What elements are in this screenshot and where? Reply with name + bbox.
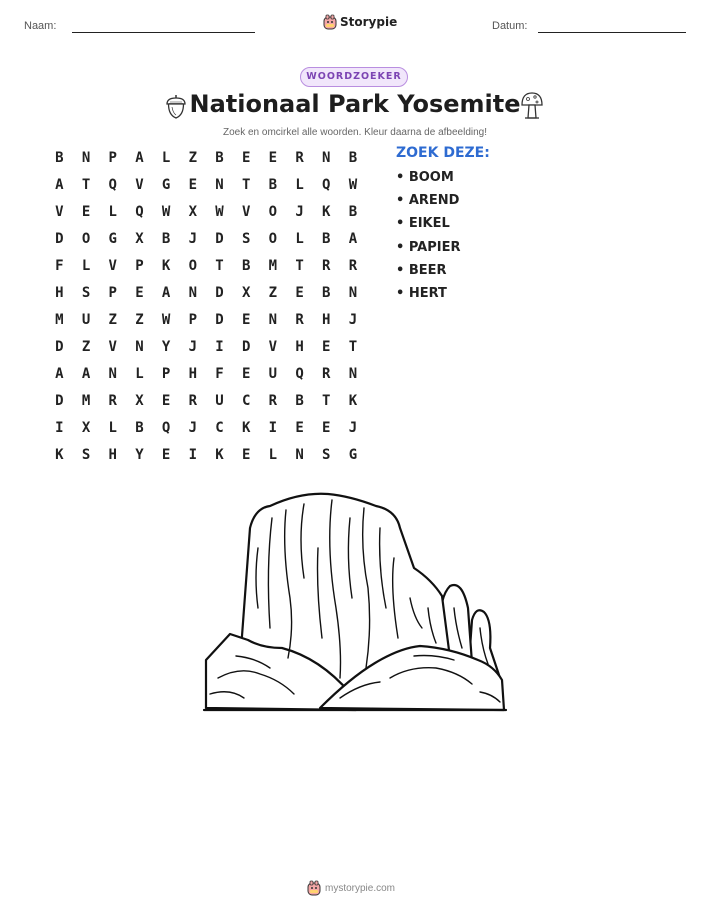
grid-cell[interactable]: O — [268, 203, 278, 220]
grid-cell[interactable]: T — [295, 257, 304, 274]
grid-cell[interactable]: Q — [161, 419, 171, 436]
grid-cell[interactable]: S — [322, 446, 331, 463]
grid-cell[interactable]: E — [135, 284, 144, 301]
grid-cell[interactable]: J — [295, 203, 304, 220]
grid-cell[interactable]: P — [161, 365, 171, 382]
grid-row — [46, 441, 366, 468]
grid-cell[interactable]: H — [108, 446, 117, 463]
grid-row — [46, 414, 366, 441]
mushroom-icon — [520, 91, 544, 121]
half-dome-mountain[interactable] — [200, 488, 510, 718]
grid-cell[interactable]: F — [55, 257, 64, 274]
grid-cell[interactable]: X — [241, 284, 251, 301]
grid-cell[interactable]: R — [322, 365, 331, 382]
grid-cell[interactable]: J — [188, 230, 197, 247]
grid-cell[interactable]: J — [188, 419, 197, 436]
grid-cell[interactable]: H — [295, 338, 304, 355]
grid-row — [46, 360, 366, 387]
grid-cell[interactable]: V — [108, 257, 117, 274]
grid-cell[interactable]: R — [268, 392, 278, 409]
name-line — [72, 32, 255, 33]
word-item: • HERT — [396, 286, 490, 309]
grid-cell[interactable]: J — [348, 419, 358, 436]
grid-cell[interactable]: E — [81, 203, 91, 220]
grid-cell[interactable]: T — [322, 392, 331, 409]
date-line — [538, 32, 686, 33]
grid-cell[interactable]: P — [108, 149, 117, 166]
grid-cell[interactable]: R — [348, 257, 358, 274]
grid-cell[interactable]: Z — [108, 311, 117, 328]
grid-cell[interactable]: D — [215, 311, 224, 328]
grid-cell[interactable]: B — [241, 257, 251, 274]
grid-cell[interactable]: D — [55, 230, 64, 247]
grid-cell[interactable]: I — [268, 419, 278, 436]
grid-row — [46, 171, 366, 198]
grid-cell[interactable]: H — [322, 311, 331, 328]
grid-cell[interactable]: V — [108, 338, 117, 355]
grid-cell[interactable]: W — [161, 311, 171, 328]
grid-cell[interactable]: L — [295, 230, 304, 247]
grid-cell[interactable]: D — [215, 230, 224, 247]
grid-cell[interactable]: Z — [135, 311, 144, 328]
grid-cell[interactable]: Z — [81, 338, 91, 355]
grid-cell[interactable]: I — [55, 419, 64, 436]
grid-cell[interactable]: V — [241, 203, 251, 220]
grid-cell[interactable]: S — [81, 446, 91, 463]
grid-cell[interactable]: V — [55, 203, 64, 220]
grid-cell[interactable]: G — [348, 446, 358, 463]
grid-cell[interactable]: N — [108, 365, 117, 382]
grid-cell[interactable]: A — [55, 365, 64, 382]
grid-cell[interactable]: D — [55, 338, 64, 355]
grid-cell[interactable]: E — [161, 392, 171, 409]
word-list — [396, 145, 490, 309]
grid-cell[interactable]: B — [322, 284, 331, 301]
grid-cell[interactable]: X — [135, 392, 144, 409]
grid-cell[interactable]: K — [161, 257, 171, 274]
grid-cell[interactable]: L — [108, 203, 117, 220]
grid-cell[interactable]: K — [215, 446, 224, 463]
grid-cell[interactable]: E — [241, 446, 251, 463]
grid-cell[interactable]: O — [81, 230, 91, 247]
grid-cell[interactable]: D — [241, 338, 251, 355]
word-item: • BEER — [396, 263, 490, 286]
grid-cell[interactable]: M — [268, 257, 278, 274]
grid-cell[interactable]: D — [215, 284, 224, 301]
grid-row — [46, 144, 366, 171]
grid-cell[interactable]: E — [241, 365, 251, 382]
page-title: Nationaal Park Yosemite — [189, 90, 521, 118]
storypie-mascot-icon — [307, 880, 321, 896]
grid-cell[interactable]: R — [188, 392, 197, 409]
grid-cell[interactable]: L — [81, 257, 91, 274]
grid-cell[interactable]: E — [268, 149, 278, 166]
grid-row — [46, 333, 366, 360]
grid-cell[interactable]: N — [215, 176, 224, 193]
grid-cell[interactable]: E — [161, 446, 171, 463]
grid-cell[interactable]: J — [348, 311, 358, 328]
grid-cell[interactable]: Q — [135, 203, 144, 220]
puzzle-type-badge: WOORDZOEKER — [300, 67, 408, 87]
grid-cell[interactable]: U — [215, 392, 224, 409]
grid-cell[interactable]: S — [241, 230, 251, 247]
grid-cell[interactable]: L — [268, 446, 278, 463]
grid-cell[interactable]: H — [55, 284, 64, 301]
letter-grid — [46, 144, 366, 468]
grid-cell[interactable]: U — [268, 365, 278, 382]
grid-cell[interactable]: A — [135, 149, 144, 166]
grid-row — [46, 252, 366, 279]
instructions: Zoek en omcirkel alle woorden. Kleur daarna de afbeelding! — [222, 127, 488, 138]
word-item: • PAPIER — [396, 240, 490, 263]
grid-cell[interactable]: N — [322, 149, 331, 166]
grid-cell[interactable]: E — [241, 311, 251, 328]
grid-cell[interactable]: E — [295, 284, 304, 301]
grid-cell[interactable]: E — [241, 149, 251, 166]
grid-cell[interactable]: H — [188, 365, 197, 382]
grid-row — [46, 306, 366, 333]
grid-cell[interactable]: W — [161, 203, 171, 220]
grid-cell[interactable]: I — [188, 446, 197, 463]
grid-row — [46, 387, 366, 414]
date-label: Datum: — [492, 20, 528, 32]
word-item: • EIKEL — [396, 216, 490, 239]
grid-cell[interactable]: A — [348, 230, 358, 247]
grid-cell[interactable]: A — [55, 176, 64, 193]
grid-cell[interactable]: T — [348, 338, 358, 355]
grid-cell[interactable]: E — [322, 338, 331, 355]
grid-cell[interactable]: R — [295, 149, 304, 166]
grid-cell[interactable]: M — [55, 311, 64, 328]
grid-cell[interactable]: N — [188, 284, 197, 301]
grid-cell[interactable]: X — [81, 419, 91, 436]
grid-cell[interactable]: J — [188, 338, 197, 355]
grid-row — [46, 279, 366, 306]
grid-cell[interactable]: Z — [188, 149, 197, 166]
word-item: • BOOM — [396, 170, 490, 193]
grid-cell[interactable]: T — [81, 176, 91, 193]
grid-cell[interactable]: O — [188, 257, 197, 274]
grid-cell[interactable]: D — [55, 392, 64, 409]
grid-cell[interactable]: X — [135, 230, 144, 247]
grid-cell[interactable]: B — [295, 392, 304, 409]
grid-cell[interactable]: N — [348, 284, 358, 301]
grid-cell[interactable]: Q — [322, 176, 331, 193]
name-label: Naam: — [24, 20, 57, 32]
grid-cell[interactable]: R — [295, 311, 304, 328]
grid-cell[interactable]: R — [322, 257, 331, 274]
grid-cell[interactable]: I — [215, 338, 224, 355]
grid-cell[interactable]: G — [161, 176, 171, 193]
grid-cell[interactable]: Y — [135, 446, 144, 463]
grid-cell[interactable]: O — [268, 230, 278, 247]
grid-row — [46, 225, 366, 252]
grid-cell[interactable]: B — [348, 149, 358, 166]
grid-cell[interactable]: V — [268, 338, 278, 355]
grid-cell[interactable]: B — [268, 176, 278, 193]
grid-cell[interactable]: E — [322, 419, 331, 436]
grid-cell[interactable]: C — [215, 419, 224, 436]
grid-cell[interactable]: A — [81, 365, 91, 382]
grid-cell[interactable]: R — [108, 392, 117, 409]
grid-cell[interactable]: C — [241, 392, 251, 409]
grid-cell[interactable]: Q — [108, 176, 117, 193]
grid-cell[interactable]: B — [215, 149, 224, 166]
brand-name: Storypie — [340, 15, 398, 29]
grid-cell[interactable]: Z — [268, 284, 278, 301]
grid-cell[interactable]: T — [241, 176, 251, 193]
grid-cell[interactable]: X — [188, 203, 197, 220]
grid-cell[interactable]: A — [161, 284, 171, 301]
grid-cell[interactable]: F — [215, 365, 224, 382]
grid-cell[interactable]: W — [215, 203, 224, 220]
grid-cell[interactable]: N — [268, 311, 278, 328]
grid-cell[interactable]: L — [295, 176, 304, 193]
grid-cell[interactable]: P — [108, 284, 117, 301]
grid-cell[interactable]: Q — [295, 365, 304, 382]
grid-cell[interactable]: K — [55, 446, 64, 463]
grid-cell[interactable]: M — [81, 392, 91, 409]
grid-cell[interactable]: P — [135, 257, 144, 274]
grid-cell[interactable]: B — [322, 230, 331, 247]
grid-cell[interactable]: N — [135, 338, 144, 355]
grid-cell[interactable]: U — [81, 311, 91, 328]
grid-cell[interactable]: W — [348, 176, 358, 193]
grid-cell[interactable]: V — [135, 176, 144, 193]
storypie-mascot-icon — [323, 14, 337, 30]
grid-cell[interactable]: P — [188, 311, 197, 328]
grid-cell[interactable]: S — [81, 284, 91, 301]
grid-cell[interactable]: E — [188, 176, 197, 193]
grid-cell[interactable]: N — [348, 365, 358, 382]
grid-cell[interactable]: K — [322, 203, 331, 220]
brand-logo — [323, 14, 397, 30]
footer — [307, 880, 395, 896]
word-list-title: ZOEK DEZE: — [396, 145, 490, 161]
grid-cell[interactable]: G — [108, 230, 117, 247]
grid-cell[interactable]: N — [295, 446, 304, 463]
grid-cell[interactable]: L — [161, 149, 171, 166]
grid-cell[interactable]: L — [108, 419, 117, 436]
grid-cell[interactable]: B — [161, 230, 171, 247]
grid-cell[interactable]: B — [55, 149, 64, 166]
grid-cell[interactable]: N — [81, 149, 91, 166]
word-item: • AREND — [396, 193, 490, 216]
grid-cell[interactable]: T — [215, 257, 224, 274]
grid-cell[interactable]: E — [295, 419, 304, 436]
grid-cell[interactable]: K — [348, 392, 358, 409]
grid-cell[interactable]: K — [241, 419, 251, 436]
grid-cell[interactable]: Y — [161, 338, 171, 355]
footer-url[interactable]: mystorypie.com — [325, 882, 396, 894]
grid-cell[interactable]: B — [135, 419, 144, 436]
grid-cell[interactable]: L — [135, 365, 144, 382]
grid-row — [46, 198, 366, 225]
grid-cell[interactable]: B — [348, 203, 358, 220]
